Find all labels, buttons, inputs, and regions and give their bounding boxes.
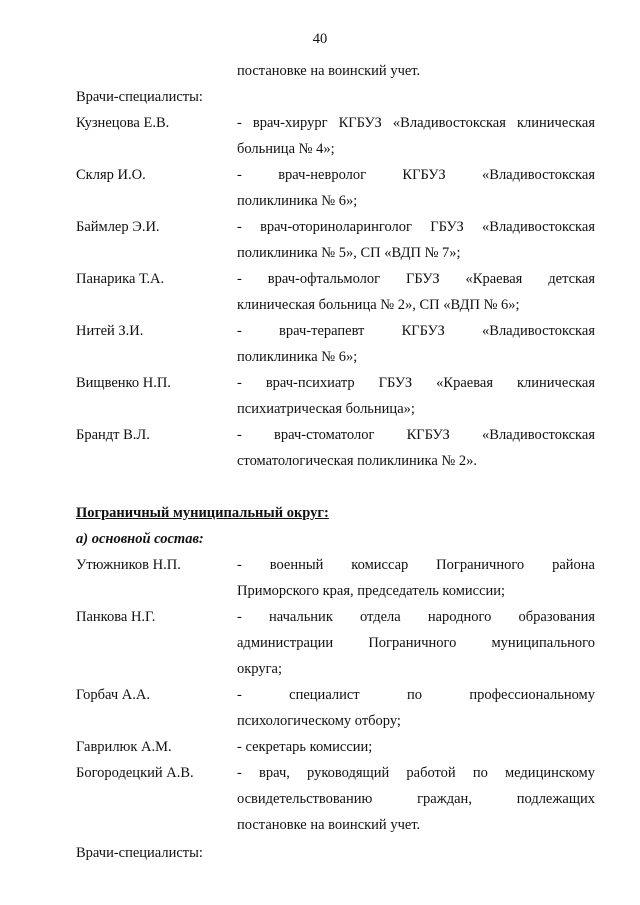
- description-line: освидетельствованию граждан, подлежащих: [237, 791, 595, 807]
- main-composition-label: а) основной состав:: [76, 531, 204, 547]
- specialist-description: [237, 370, 595, 422]
- specialist-description: [237, 318, 595, 370]
- description-line: - начальник отдела народного образования: [237, 609, 595, 625]
- description-line: больница № 4»;: [237, 141, 335, 157]
- continuation-text: постановке на воинский учет.: [237, 63, 421, 79]
- member-description: [237, 552, 595, 604]
- description-line: - врач-хирург КГБУЗ «Владивостокская клиническая: [237, 115, 595, 131]
- description-line: поликлиника № 6»;: [237, 193, 358, 209]
- page-number: 40: [312, 31, 328, 47]
- specialists-label: Врачи-специалисты:: [76, 89, 203, 105]
- specialist-name: Скляр И.О.: [76, 167, 146, 183]
- specialist-name: Брандт В.Л.: [76, 427, 150, 443]
- description-line: - врач, руководящий работой по медицинскому: [237, 765, 595, 781]
- description-line: постановке на воинский учет.: [237, 817, 421, 833]
- specialists-label: Врачи-специалисты:: [76, 845, 203, 861]
- description-line: - секретарь комиссии;: [237, 739, 373, 755]
- member-name: Богородецкий А.В.: [76, 765, 194, 781]
- description-line: администрации Пограничного муниципального: [237, 635, 595, 651]
- description-line: поликлиника № 5», СП «ВДП № 7»;: [237, 245, 461, 261]
- member-name: Гаврилюк А.М.: [76, 739, 172, 755]
- specialist-name: Баймлер Э.И.: [76, 219, 160, 235]
- description-line: клиническая больница № 2», СП «ВДП № 6»;: [237, 297, 520, 313]
- description-line: - врач-офтальмолог ГБУЗ «Краевая детская: [237, 271, 595, 287]
- member-name: Утюжников Н.П.: [76, 557, 181, 573]
- specialist-description: [237, 214, 595, 266]
- description-line: - специалист по профессиональному: [237, 687, 595, 703]
- description-line: психологическому отбору;: [237, 713, 401, 729]
- member-description: [237, 682, 595, 734]
- description-line: стоматологическая поликлиника № 2».: [237, 453, 478, 469]
- description-line: - врач-психиатр ГБУЗ «Краевая клиническая: [237, 375, 595, 391]
- member-description: [237, 734, 595, 760]
- specialist-name: Нитей З.И.: [76, 323, 144, 339]
- description-line: - военный комиссар Пограничного района: [237, 557, 595, 573]
- description-line: - врач-терапевт КГБУЗ «Владивостокская: [237, 323, 595, 339]
- specialist-name: Кузнецова Е.В.: [76, 115, 170, 131]
- specialist-description: [237, 110, 595, 162]
- description-line: - врач-стоматолог КГБУЗ «Владивостокская: [237, 427, 595, 443]
- description-line: Приморского края, председатель комиссии;: [237, 583, 506, 599]
- description-line: психиатрическая больница»;: [237, 401, 415, 417]
- specialist-name: Панарика Т.А.: [76, 271, 165, 287]
- description-line: поликлиника № 6»;: [237, 349, 358, 365]
- description-line: округа;: [237, 661, 283, 677]
- description-line: - врач-оториноларинголог ГБУЗ «Владивостокская: [237, 219, 595, 235]
- specialist-description: [237, 266, 595, 318]
- description-line: - врач-невролог КГБУЗ «Владивостокская: [237, 167, 595, 183]
- district-heading: Пограничный муниципальный округ:: [76, 505, 329, 521]
- member-description: [237, 604, 595, 682]
- member-name: Горбач А.А.: [76, 687, 150, 703]
- member-name: Панкова Н.Г.: [76, 609, 156, 625]
- specialist-description: [237, 162, 595, 214]
- specialist-description: [237, 422, 595, 474]
- specialist-name: Вищвенко Н.П.: [76, 375, 171, 391]
- member-description: [237, 760, 595, 838]
